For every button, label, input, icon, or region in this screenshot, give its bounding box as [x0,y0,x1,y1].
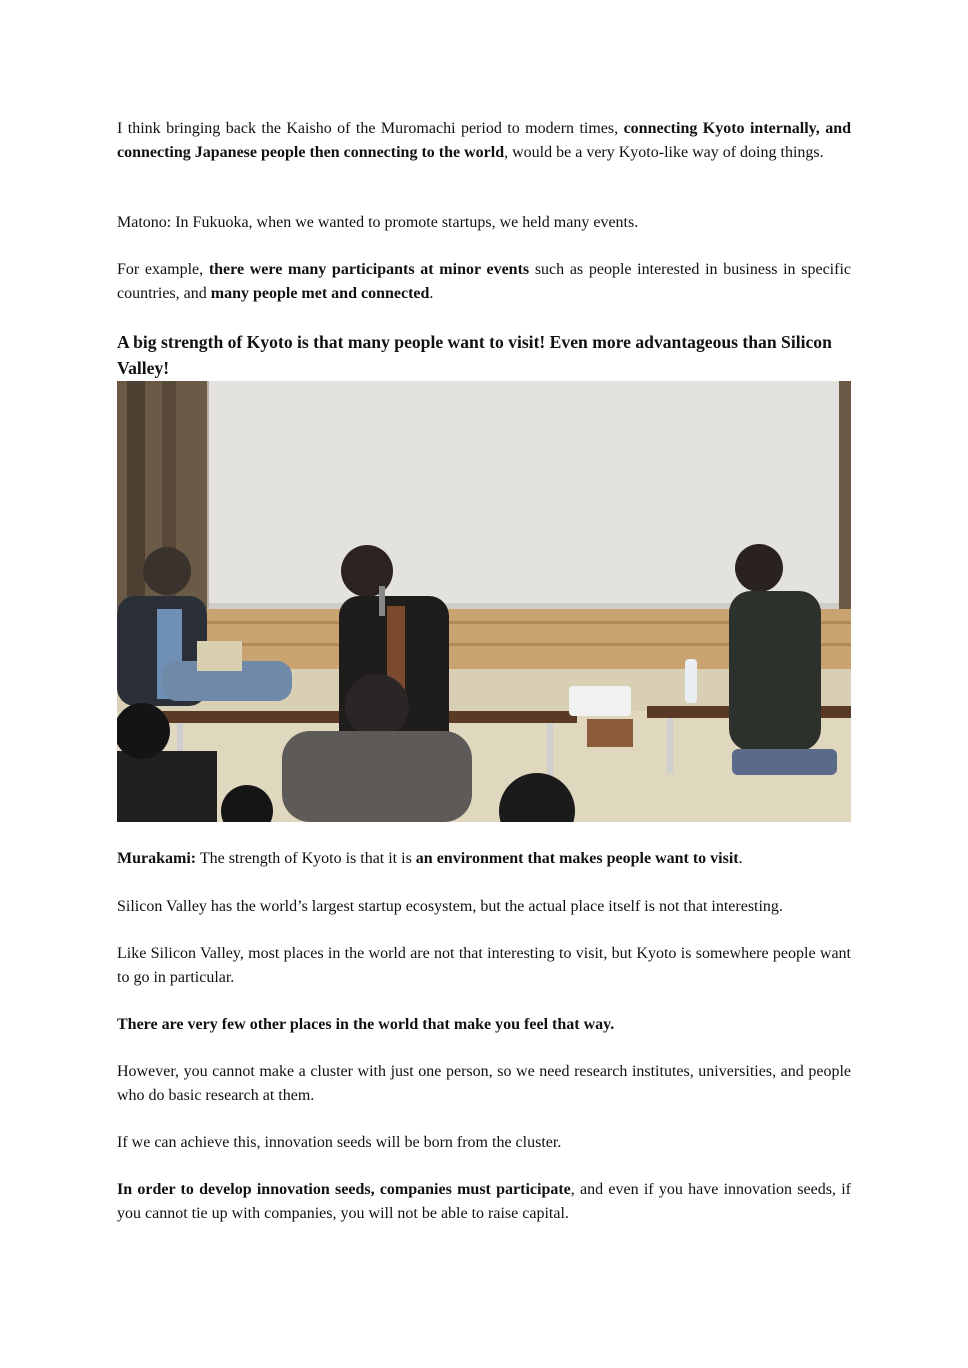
speaker-name: Murakami: [117,850,197,867]
paragraph-murakami: Murakami: The strength of Kyoto is that it is an environment that makes people want to visit. [117,850,743,867]
paragraph-innovation-seeds: If we can achieve this, innovation seeds will be born from the cluster. [117,1134,562,1151]
paragraph-kaisho: I think bringing back the Kaisho of the Muromachi period to modern times, connecting Kyoto internally, and connecting Japanese people then connecting to the world, would be a very Kyoto-like way of doing things. [117,120,851,161]
paragraph-silicon-valley: Silicon Valley has the world’s largest startup ecosystem, but the actual place itself is not that interesting. [117,898,783,915]
bold-connecting-kyoto: connecting Kyoto internally, and connecting Japanese people then connecting to the world [117,120,851,161]
paragraph-cluster: However, you cannot make a cluster with just one person, so we need research institutes, universities, and people who do basic research at them. [117,1063,851,1104]
paragraph-for-example: For example, there were many participants at minor events such as people interested in business in specific countries, and many people met and connected. [117,261,851,302]
paragraph-like-silicon-valley: Like Silicon Valley, most places in the world are not that interesting to visit, but Kyoto is somewhere people want to go in particular. [117,945,851,986]
paragraph-matono: Matono: In Fukuoka, when we wanted to promote startups, we held many events. [117,214,639,231]
section-heading: A big strength of Kyoto is that many people want to visit! Even more advantageous than Silicon Valley! [117,332,832,378]
panel-discussion-photo [117,381,851,822]
paragraph-companies: In order to develop innovation seeds, companies must participate, and even if you have innovation seeds, if you cannot tie up with companies, you will not be able to raise capital. [117,1181,851,1222]
paragraph-few-places: There are very few other places in the world that make you feel that way. [117,1016,615,1033]
